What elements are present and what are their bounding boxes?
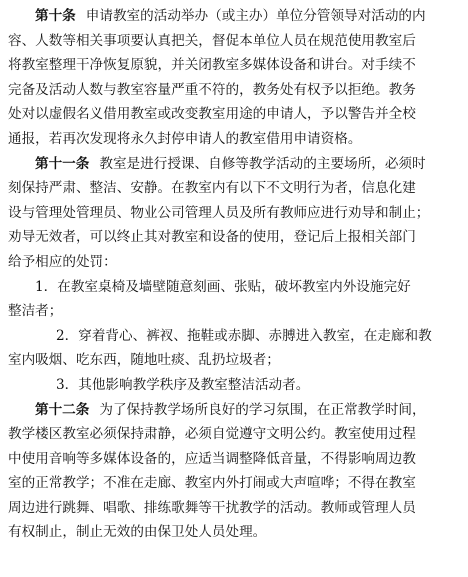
article-11-line-5: 给予相应的处罚： — [8, 253, 117, 270]
article-12-line-3: 中使用音响等多媒体设备的，应适当调整降低音量，不得影响周边教 — [8, 450, 416, 467]
article-10-line-4: 完备及活动人数与教室容量严重不符的，教务处有权予以拒绝。教务 — [8, 81, 416, 98]
article-11-item-1-line-1: 1．在教室桌椅及墙壁随意刻画、张贴，破坏教室内外设施完好 — [35, 278, 411, 295]
article-11-item-2-line-2: 室内吸烟、吃东西，随地吐痰、乱扔垃圾者； — [8, 352, 280, 369]
article-12-line-1 — [8, 398, 462, 423]
article-11-item-3-line-1: 3．其他影响教学秩序及教室整洁活动者。 — [56, 376, 310, 393]
article-11-line-1 — [8, 152, 462, 177]
article-11-text: 教室是进行授课、自修等教学活动的主要场所，必须时 — [99, 155, 426, 172]
article-12-line-6: 有权制止，制止无效的由保卫处人员处理。 — [8, 524, 267, 541]
article-10-heading: 第十条 — [35, 8, 76, 24]
article-11-heading: 第十一条 — [35, 155, 90, 172]
article-11-item-2-line-1: 2．穿着背心、裤衩、拖鞋或赤脚、赤膊进入教室，在走廊和教 — [56, 327, 432, 344]
article-10-line-3: 将教室整理干净恢复原貌，并关闭教室多媒体设备和讲台。对手续不 — [8, 57, 416, 74]
article-10-line-5: 处对以虚假名义借用教室或改变教室用途的申请人，予以警告并全校 — [8, 106, 416, 123]
article-12-line-4: 室的正常教学；不准在走廊、教室内外打闹或大声喧哗；不得在教室 — [8, 475, 416, 492]
article-10-line-6: 通报，若再次发现将永久封停申请人的教室借用申请资格。 — [8, 130, 362, 147]
article-11-line-3: 设与管理处管理员、物业公司管理人员及所有教师应进行劝导和制止； — [8, 204, 430, 221]
article-12-text: 为了保持教学场所良好的学习氛围，在正常教学时间， — [99, 401, 426, 418]
article-12-line-5: 周边进行跳舞、唱歌、排练歌舞等干扰教学的活动。教师或管理人员 — [8, 499, 416, 516]
article-11-item-1-line-2: 整洁者； — [8, 303, 63, 320]
article-11-line-4: 劝导无效者，可以终止其对教室和设备的使用，登记后上报相关部门 — [8, 229, 416, 246]
article-10-line-1 — [8, 4, 462, 29]
article-11-line-2: 刻保持严肃、整洁、安静。在教室内有以下不文明行为者，信息化建 — [8, 180, 416, 197]
article-10-text: 申请教室的活动举办（或主办）单位分管领导对活动的内 — [85, 8, 426, 24]
article-12-line-2: 教学楼区教室必须保持肃静，必须自觉遵守文明公约。教室使用过程 — [8, 426, 416, 443]
article-12-heading: 第十二条 — [35, 401, 90, 418]
article-10-line-2: 容、人数等相关事项要认真把关，督促本单位人员在规范使用教室后 — [8, 32, 416, 49]
